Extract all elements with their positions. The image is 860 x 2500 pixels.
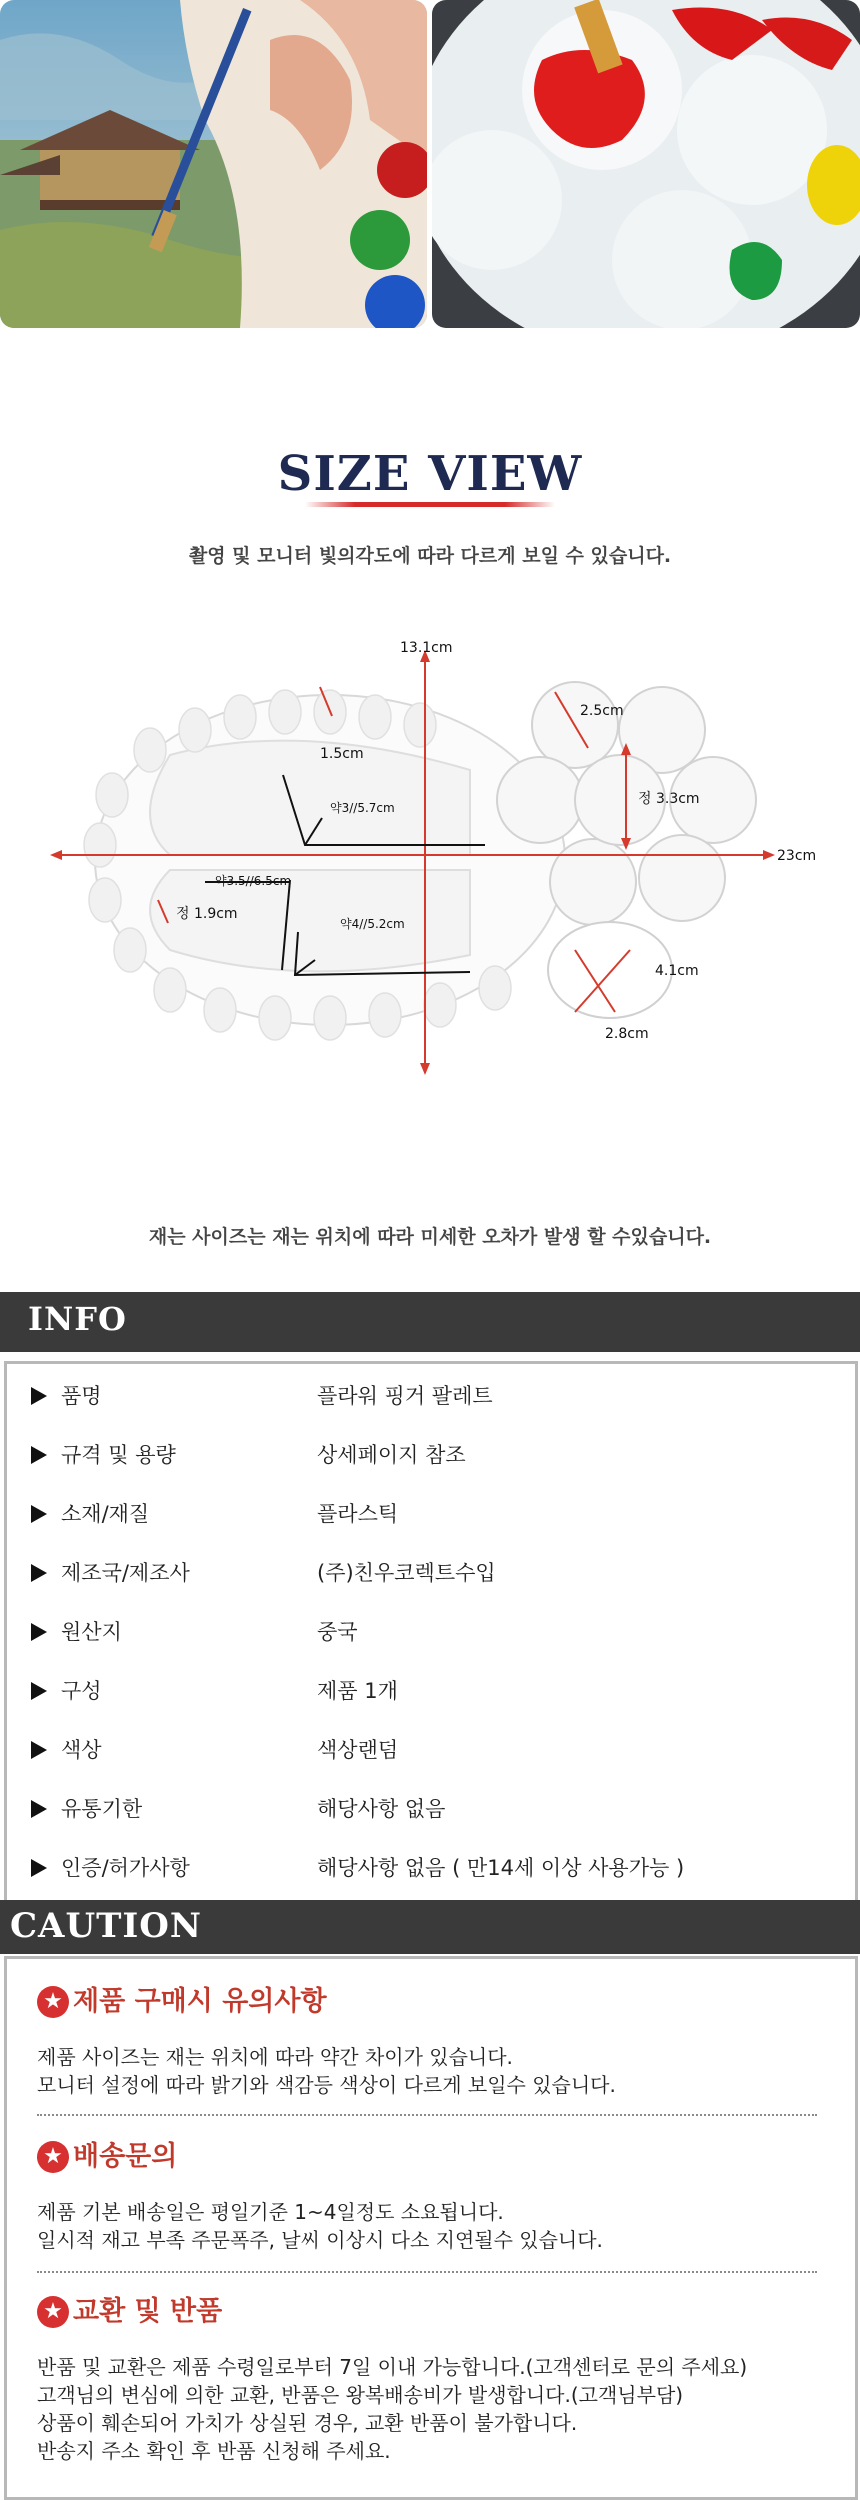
caution-line: 고객님의 변심에 의한 교환, 반품은 왕복배송비가 발생합니다.(고객님부담) xyxy=(37,2383,684,2407)
label-well-a: 약3//5.7cm xyxy=(330,801,395,815)
arrow-right-icon xyxy=(31,1741,47,1759)
caution-box xyxy=(4,1956,858,2500)
info-key: 구성 xyxy=(61,1679,102,1703)
info-key: 인증/허가사항 xyxy=(61,1856,190,1880)
palette-paint-photo xyxy=(432,0,860,328)
label-thumb-hole-a: 4.1cm xyxy=(655,963,699,979)
info-value: 색상랜덤 xyxy=(317,1738,399,1762)
info-value: 상세페이지 참조 xyxy=(317,1443,466,1467)
arrow-right-icon xyxy=(31,1623,47,1641)
arrow-right-icon xyxy=(31,1505,47,1523)
info-key: 유통기한 xyxy=(61,1797,143,1821)
info-key: 원산지 xyxy=(61,1620,122,1644)
label-well-b: 약3.5//6.5cm xyxy=(215,874,292,888)
info-row xyxy=(7,1433,855,1473)
product-photos xyxy=(0,0,860,328)
caution-heading: 배송문의 xyxy=(73,2141,178,2172)
dotted-divider xyxy=(37,2114,817,2116)
info-key: 규격 및 용량 xyxy=(61,1443,176,1467)
arrow-right-icon xyxy=(31,1800,47,1818)
label-petal-diameter: 2.5cm xyxy=(580,703,624,719)
label-petal-height: 정 3.3cm xyxy=(638,791,700,807)
label-well-c: 약4//5.2cm xyxy=(340,917,405,931)
info-row xyxy=(7,1492,855,1532)
info-value: 플라워 핑거 팔레트 xyxy=(317,1384,493,1408)
caution-heading: 제품 구매시 유의사항 xyxy=(73,1986,327,2017)
info-value: 플라스틱 xyxy=(317,1502,399,1526)
info-row xyxy=(7,1728,855,1768)
measurement-note: 재는 사이즈는 재는 위치에 따라 미세한 오차가 발생 할 수있습니다. xyxy=(148,1226,712,1248)
caution-line: 제품 기본 배송일은 평일기준 1~4일정도 소요됩니다. xyxy=(37,2200,504,2224)
caution-heading: 교환 및 반품 xyxy=(73,2296,223,2327)
info-key: 소재/재질 xyxy=(61,1502,150,1526)
star-icon: ★ xyxy=(37,1986,69,2018)
arrow-right-icon xyxy=(31,1446,47,1464)
palette-dimension-diagram xyxy=(0,620,860,1090)
caution-line: 반품 및 교환은 제품 수령일로부터 7일 이내 가능합니다.(고객센터로 문의 주세요) xyxy=(37,2355,748,2379)
info-value: 중국 xyxy=(317,1620,358,1644)
info-value: 해당사항 없음 ( 만14세 이상 사용가능 ) xyxy=(317,1856,685,1880)
size-view-subtitle: 촬영 및 모니터 빛의각도에 따라 다르게 보일 수 있습니다. xyxy=(188,545,672,567)
caution-line: 제품 사이즈는 재는 위치에 따라 약간 차이가 있습니다. xyxy=(37,2045,513,2069)
info-value: (주)친우코렉트수입 xyxy=(317,1561,496,1585)
caution-line: 모니터 설정에 따라 밝기와 색감등 색상이 다르게 보일수 있습니다. xyxy=(37,2073,616,2097)
caution-line: 반송지 주소 확인 후 반품 신청해 주세요. xyxy=(37,2439,391,2463)
info-row xyxy=(7,1846,855,1886)
label-edge-well: 정 1.9cm xyxy=(176,906,238,922)
info-key: 색상 xyxy=(61,1738,102,1762)
size-view-title: SIZE VIEW xyxy=(0,446,860,502)
info-title: INFO xyxy=(28,1300,127,1338)
label-total-width: 23cm xyxy=(777,848,817,864)
info-value: 해당사항 없음 xyxy=(317,1797,446,1821)
star-icon: ★ xyxy=(37,2296,69,2328)
caution-line: 상품이 훼손되어 가치가 상실된 경우, 교환 반품이 불가합니다. xyxy=(37,2411,578,2435)
label-small-well: 1.5cm xyxy=(320,746,364,762)
info-band xyxy=(0,1292,860,1352)
info-table xyxy=(4,1361,858,1904)
arrow-right-icon xyxy=(31,1859,47,1877)
label-thumb-hole-b: 2.8cm xyxy=(605,1026,649,1042)
info-key: 품명 xyxy=(61,1384,102,1408)
info-row xyxy=(7,1551,855,1591)
label-total-height: 13.1cm xyxy=(400,640,453,656)
info-value: 제품 1개 xyxy=(317,1679,398,1703)
caution-line: 일시적 재고 부족 주문폭주, 날씨 이상시 다소 지연될수 있습니다. xyxy=(37,2228,603,2252)
info-key: 제조국/제조사 xyxy=(61,1561,190,1585)
caution-band xyxy=(0,1900,860,1954)
painting-photo xyxy=(0,0,427,328)
caution-title: CAUTION xyxy=(10,1906,202,1946)
info-row xyxy=(7,1669,855,1709)
arrow-right-icon xyxy=(31,1387,47,1405)
info-row xyxy=(7,1610,855,1650)
star-icon: ★ xyxy=(37,2141,69,2173)
info-row xyxy=(7,1787,855,1827)
dotted-divider xyxy=(37,2271,817,2273)
info-row xyxy=(7,1374,855,1414)
arrow-right-icon xyxy=(31,1682,47,1700)
arrow-right-icon xyxy=(31,1564,47,1582)
